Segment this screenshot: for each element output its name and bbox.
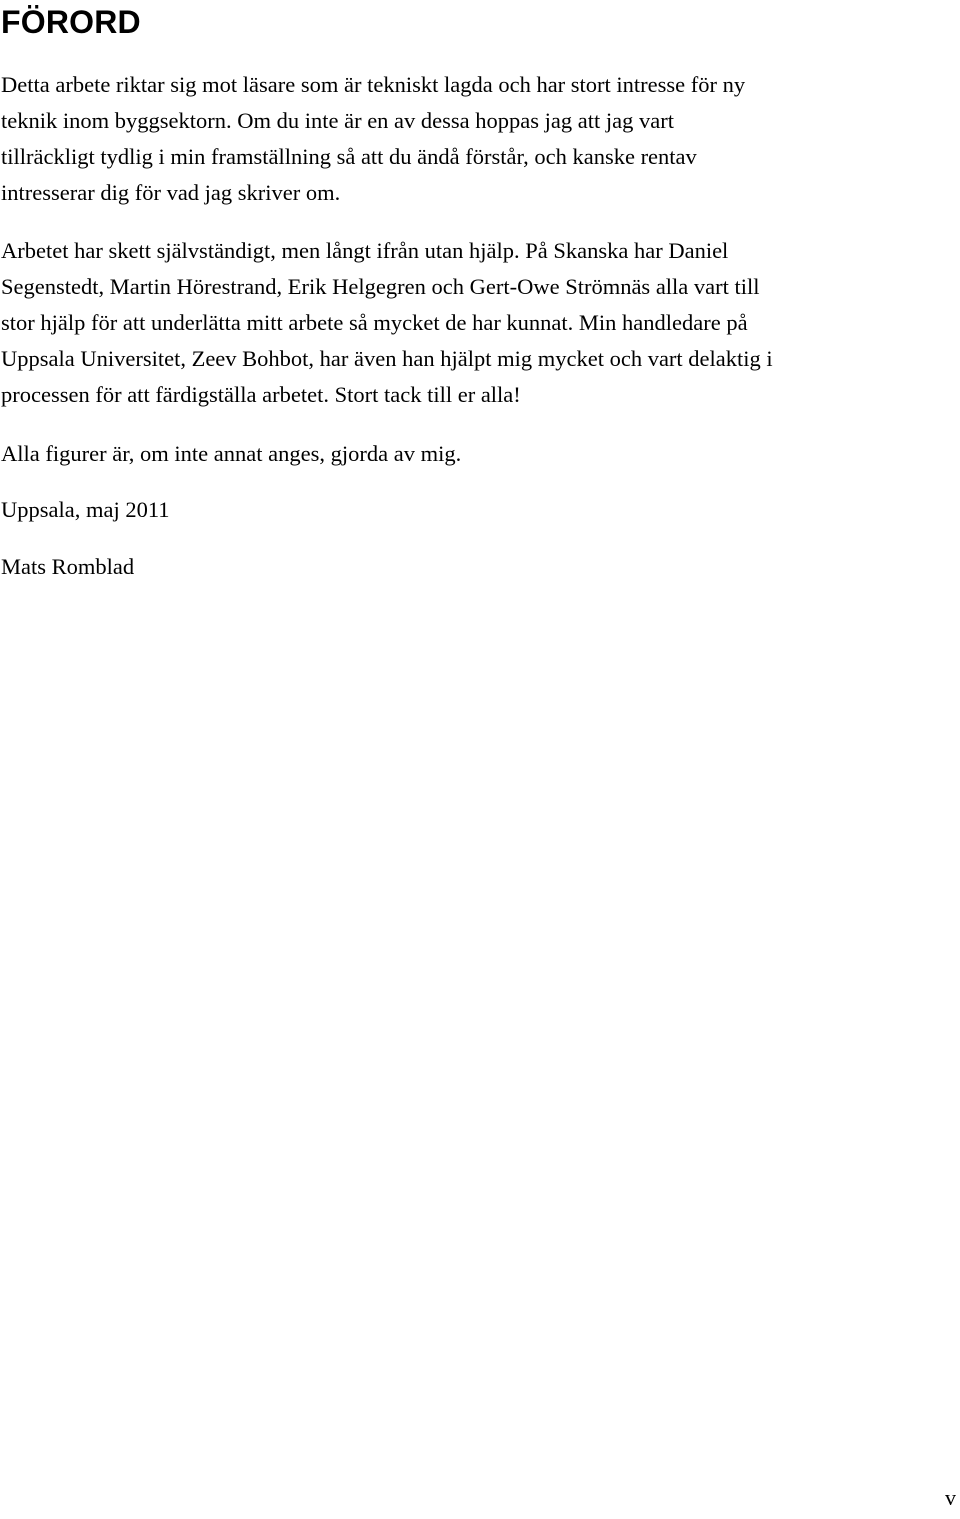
- text-line: teknik inom byggsektorn. Om du inte är en av dessa hoppas jag att jag vart: [1, 108, 674, 133]
- place-date: Uppsala, maj 2011: [1, 497, 170, 522]
- text-line: tillräckligt tydlig i min framställning så att du ändå förstår, och kanske rentav: [1, 144, 697, 169]
- text-line: Detta arbete riktar sig mot läsare som är tekniskt lagda och har stort intresse för ny: [1, 72, 746, 97]
- paragraph-acknowledgements: [1, 233, 959, 413]
- text-line: intresserar dig för vad jag skriver om.: [1, 180, 341, 205]
- text-line: Segenstedt, Martin Hörestrand, Erik Helgegren och Gert-Owe Strömnäs alla vart till: [1, 274, 760, 299]
- text-line: stor hjälp för att underlätta mitt arbete så mycket de har kunnat. Min handledare på: [1, 310, 748, 335]
- section-heading: FÖRORD: [1, 4, 141, 40]
- text-line: Uppsala Universitet, Zeev Bohbot, har även han hjälpt mig mycket och vart delaktig i: [1, 346, 773, 371]
- paragraph-intro: [1, 67, 959, 211]
- author-name: Mats Romblad: [1, 554, 135, 579]
- text-line: Arbetet har skett självständigt, men långt ifrån utan hjälp. På Skanska har Daniel: [1, 238, 729, 263]
- text-line: processen för att färdigställa arbetet. Stort tack till er alla!: [1, 382, 521, 407]
- page-number: v: [945, 1485, 956, 1510]
- paragraph-figures-note: Alla figurer är, om inte annat anges, gjorda av mig.: [1, 441, 462, 466]
